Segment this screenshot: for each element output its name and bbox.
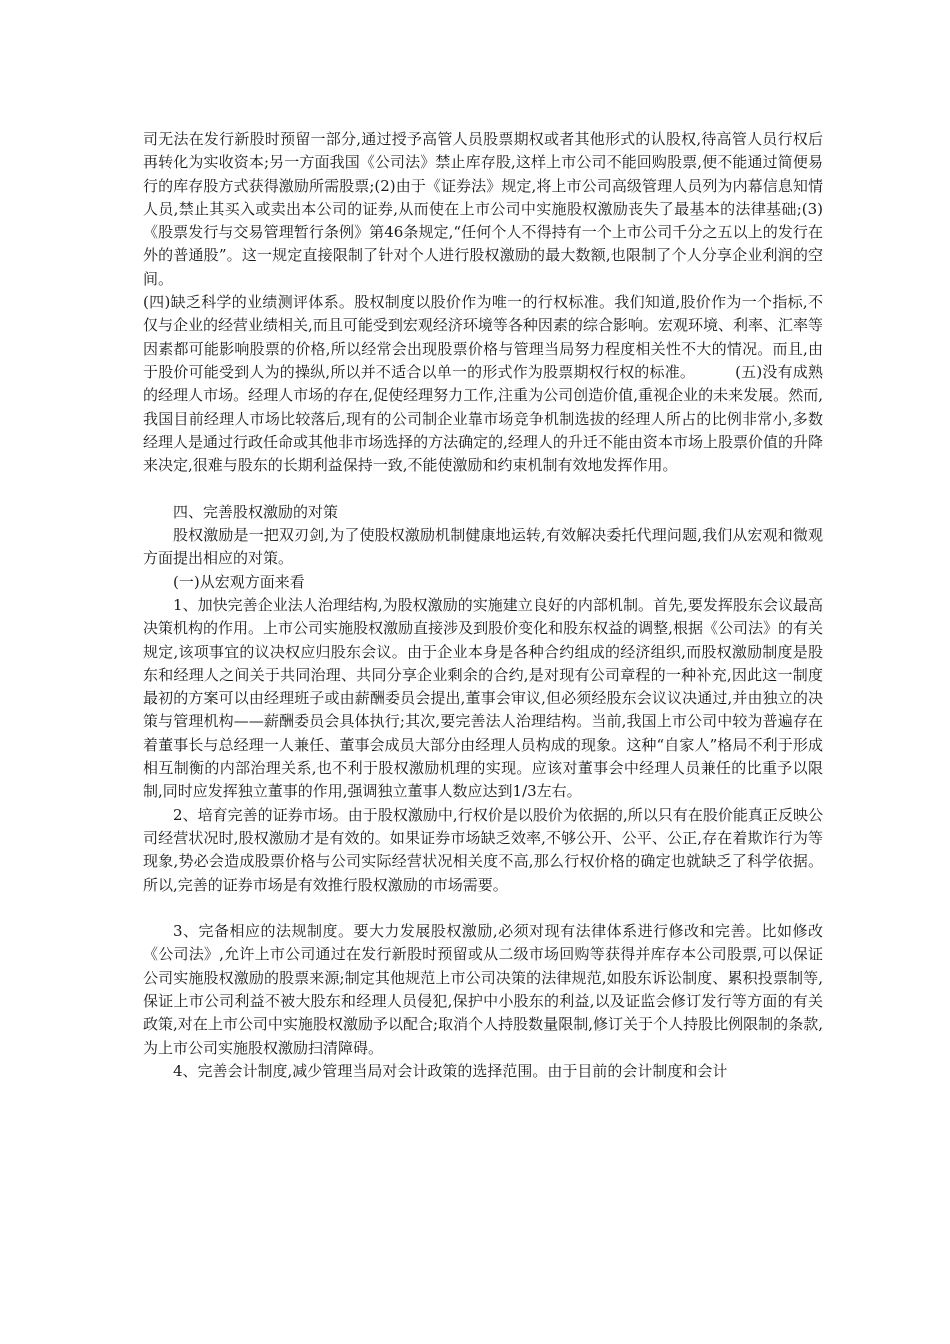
paragraph-governance: 1、加快完善企业法人治理结构,为股权激励的实施建立良好的内部机制。首先,要发挥股东会议最高决策机构的作用。上市公司实施股权激励直接涉及到股价变化和股东权益的调整,根据《公司法》的有关规定,该项事宜的议决权应归股东会议。由于企业本身是各种合约组成的经济组织,而股权激励制度是股东和经理人之间关于共同治理、共同分享企业剩余的合约,是对现有公司章程的一种补充,因此这一制度最初的方案可以由经理班子或由薪酬委员会提出,董事会审议,但必须经股东会议议决通过,并由独立的决策与管理机构——薪酬委员会具体执行;其次,要完善法人治理结构。当前,我国上市公司中较为普遍存在着董事长与总经理一人兼任、董事会成员大部分由经理人员构成的现象。这种“自家人”格局不利于形成相互制衡的内部治理关系,也不利于股权激励机理的实现。应该对董事会中经理人员兼任的比重予以限制,同时应发挥独立董事的作用,强调独立董事人数应达到1/3左右。 bbox=[143, 595, 823, 801]
paragraph-manager-market: (五)没有成熟的经理人市场。经理人市场的存在,促使经理努力工作,注重为公司创造价值,重视企业的未来发展。然而,我国目前经理人市场比较落后,现有的公司制企业靠市场竞争机制选拔的经理人所占的比例非常小,多数经理人是通过行政任命或其他非市场选择的方法确定的,经理人的升迁不能由资本市场上股票价值的升降来决定,很难与股东的长期利益保持一致,不能使激励和约束机制有效地发挥作用。 bbox=[143, 362, 823, 475]
paragraph-legal-constraints: 司无法在发行新股时预留一部分,通过授予高管人员股票期权或者其他形式的认股权,待高管人员行权后再转化为实收资本;另一方面我国《公司法》禁止库存股,这样上市公司不能回购股票,便不能通过简便易行的库存股方式获得激励所需股票;(2)由于《证券法》规定,将上市公司高级管理人员列为内幕信息知情人员,禁止其买入或卖出本公司的证券,从而使在上市公司中实施股权激励丧失了最基本的法律基础;(3)《股票发行与交易管理暂行条例》第46条规定,“任何个人不得持有一个上市公司千分之五以上的发行在外的普通股”。这一规定直接限制了针对个人进行股权激励的最大数额,也限制了个人分享企业利润的空间。 bbox=[143, 130, 823, 288]
section-heading: 四、完善股权激励的对策 bbox=[173, 502, 339, 521]
paragraph-securities-market: 2、培育完善的证券市场。由于股权激励中,行权价是以股价为依据的,所以只有在股价能真正反映公司经营状况时,股权激励才是有效的。如果证券市场缺乏效率,不够公开、公平、公正,存在着欺诈行为等现象,势必会造成股票价格与公司实际经营状况相关度不高,那么行权价格的确定也就缺乏了科学依据。所以,完善的证券市场是有效推行股权激励的市场需要。 bbox=[143, 805, 823, 894]
paragraph-accounting: 4、完善会计制度,减少管理当局对会计政策的选择范围。由于目前的会计制度和会计 bbox=[173, 1061, 728, 1080]
blank-line bbox=[143, 897, 823, 920]
subsection-heading: (一)从宏观方面来看 bbox=[173, 572, 305, 591]
document-page bbox=[143, 128, 823, 1083]
blank-line bbox=[143, 477, 823, 500]
paragraph-intro: 股权激励是一把双刃剑,为了使股权激励机制健康地运转,有效解决委托代理问题,我们从宏观和微观方面提出相应的对策。 bbox=[143, 526, 823, 568]
paragraph-regulations: 3、完备相应的法规制度。要大力发展股权激励,必须对现有法律体系进行修改和完善。比如修改《公司法》,允许上市公司通过在发行新股时预留或从二级市场回购等获得并库存本公司股票,可以保证公司实施股权激励的股票来源;制定其他规范上市公司决策的法律规范,如股东诉讼制度、累积投票制等,保证上市公司利益不被大股东和经理人员侵犯,保护中小股东的利益,以及证监会修订发行等方面的有关政策,对在上市公司中实施股权激励予以配合;取消个人持股数量限制,修订关于个人持股比例限制的条款,为上市公司实施股权激励扫清障碍。 bbox=[143, 922, 823, 1057]
paragraph-performance-evaluation: (四)缺乏科学的业绩测评体系。股权制度以股价作为唯一的行权标准。我们知道,股价作为一个指标,不仅与企业的经营业绩相关,而且可能受到宏观经济环境等各种因素的综合影响。宏观环境、利率、汇率等因素都可能影响股票的价格,所以经常会出现股票价格与管理当局努力程度相关性不大的情况。而且,由于股价可能受到人为的操纵,所以并不适合以单一的形式作为股票期权行权的标准。 bbox=[143, 293, 823, 381]
paragraph-performance-and-manager-market bbox=[143, 291, 823, 477]
